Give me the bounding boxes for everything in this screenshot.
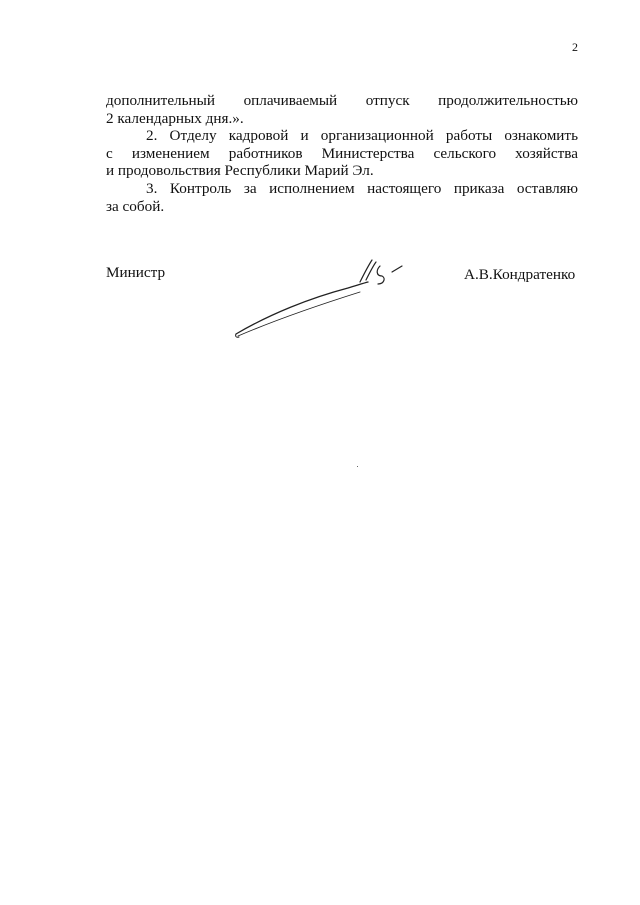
- text-line: 2. Отделу кадровой и организационной работы ознакомить: [146, 127, 578, 145]
- text-line: дополнительный оплачиваемый отпуск продолжительностью: [106, 92, 578, 109]
- text-line: за собой.: [106, 197, 165, 215]
- paragraph-continuation: [106, 92, 578, 127]
- document-body: [106, 92, 578, 215]
- text-line: с изменением работников Министерства сельского хозяйства: [106, 144, 578, 162]
- handwritten-signature: [230, 252, 420, 342]
- paragraph-item-2: [106, 127, 578, 180]
- page-number: 2: [572, 40, 578, 54]
- signatory-title: Министр: [106, 264, 166, 281]
- paragraph-item-3: [106, 180, 578, 215]
- scan-speck: [357, 466, 358, 467]
- text-line: 3. Контроль за исполнением настоящего приказа оставляю: [146, 179, 578, 197]
- text-line: и продовольствия Республики Марий Эл.: [106, 162, 374, 180]
- text-line: 2 календарных дня.».: [106, 109, 244, 127]
- signatory-name: А.В.Кондратенко: [464, 266, 576, 283]
